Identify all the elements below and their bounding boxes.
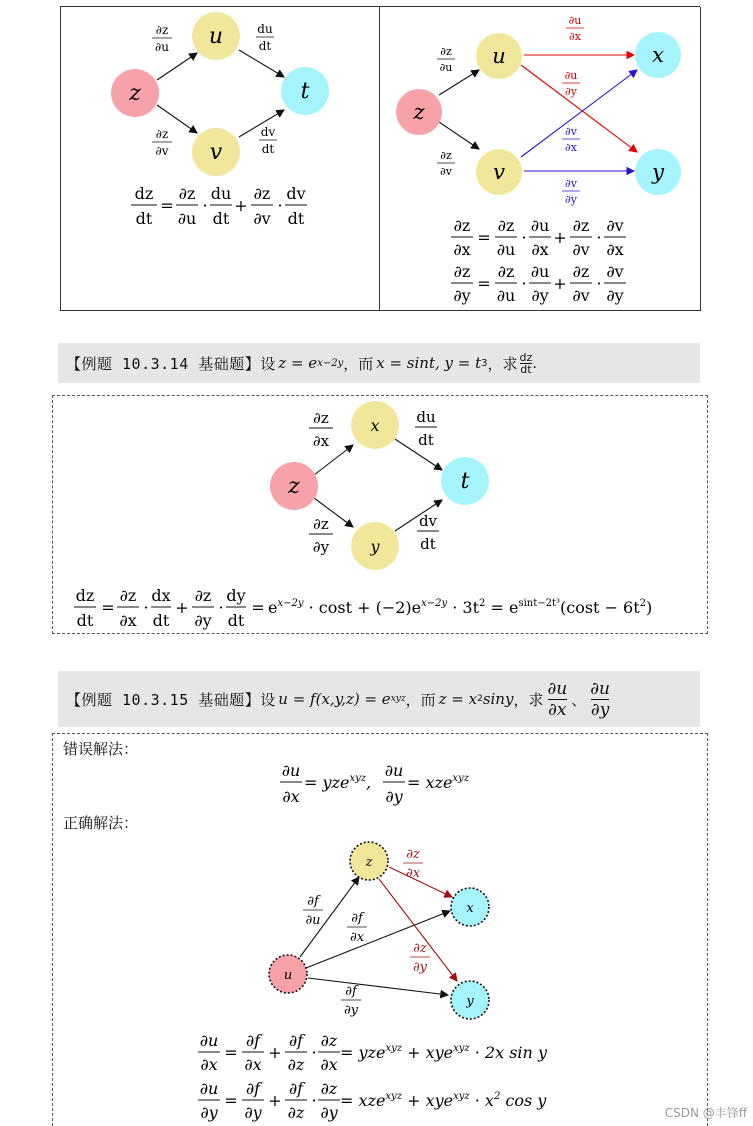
svg-text:+: + [234, 196, 248, 215]
edge-label-den: ∂x [405, 866, 421, 881]
svg-text:dx: dx [151, 586, 171, 605]
svg-text:=: = [477, 274, 491, 293]
svg-text:dt: dt [212, 209, 230, 228]
svg-text:dt: dt [227, 611, 245, 630]
svg-text:∂f: ∂f [245, 1079, 261, 1098]
svg-text:∂x: ∂x [119, 611, 137, 630]
edge-z-x [389, 867, 452, 897]
svg-text:∂z: ∂z [287, 1055, 305, 1074]
svg-text:=: = [101, 598, 115, 617]
edge-label-num: ∂z [440, 45, 452, 58]
svg-text:·: · [596, 228, 602, 247]
svg-text:·: · [521, 228, 527, 247]
problem-text: ，求 [513, 690, 544, 709]
problem-math: x = sint, y = t [376, 354, 482, 372]
edge-label-num: ∂f [345, 984, 357, 999]
edge-label-num: ∂f [307, 894, 319, 909]
problem-text: . [532, 354, 538, 372]
node-y-label: y [370, 537, 380, 556]
svg-text:∂z: ∂z [320, 1031, 338, 1050]
svg-text:∂u: ∂u [496, 240, 516, 259]
problem-math-exp: 3 [481, 357, 488, 369]
svg-text:∂z: ∂z [453, 262, 471, 281]
node-u-label: u [492, 44, 506, 68]
svg-text:∂y: ∂y [531, 286, 549, 305]
edge-u-t [239, 50, 284, 77]
edge-label-num: ∂z [155, 127, 169, 141]
svg-text:dt: dt [152, 611, 170, 630]
example-15-diagram [52, 835, 708, 1020]
svg-text:∂f: ∂f [288, 1031, 304, 1050]
svg-text:∂z: ∂z [194, 586, 212, 605]
node-u-label: u [208, 24, 224, 49]
problem-math: u = f(x,y,z) = e [278, 690, 391, 708]
svg-text:∂u: ∂u [530, 262, 550, 281]
edge-label-num: ∂f [351, 911, 363, 926]
svg-text:∂x: ∂x [244, 1055, 262, 1074]
edge-label-num: ∂u [564, 69, 578, 82]
svg-text:∂v: ∂v [572, 286, 590, 305]
formula-du-dy [198, 1079, 547, 1122]
problem-text: ，求 [487, 354, 518, 373]
svg-text:∂x: ∂x [606, 240, 624, 259]
problem-text: 、 [571, 690, 587, 709]
edge-label-den: ∂x [312, 432, 330, 450]
svg-text:∂y: ∂y [200, 1103, 218, 1122]
wrong-solution-title: 错误解法： [63, 740, 139, 758]
right-solution-title: 正确解法： [63, 814, 139, 832]
svg-text:du: du [210, 184, 232, 203]
edge-label-den: ∂x [349, 930, 365, 945]
svg-text:·: · [311, 1091, 317, 1110]
node-x-label: x [466, 901, 474, 916]
svg-text:∂z: ∂z [178, 184, 196, 203]
problem-math: z = x [438, 690, 478, 708]
problem-text: 设 [260, 690, 276, 709]
edge-u-y [308, 978, 448, 995]
svg-text:·: · [311, 1043, 317, 1062]
node-z-label: z [129, 81, 141, 106]
svg-text:∂y: ∂y [385, 787, 403, 806]
edge-label-den: ∂v [155, 144, 169, 158]
example-15-label: 【例题 10.3.15 基础题】 [66, 690, 261, 709]
svg-text:·: · [521, 274, 527, 293]
svg-text:+: + [553, 274, 567, 293]
svg-text:∂v: ∂v [606, 262, 624, 281]
svg-text:+: + [553, 228, 567, 247]
svg-text:dt: dt [287, 209, 305, 228]
svg-text:=: = [160, 196, 174, 215]
edge-label-num: ∂z [413, 941, 427, 956]
svg-text:∂u: ∂u [199, 1031, 219, 1050]
ask-fraction-1: ∂u ∂x [547, 678, 568, 720]
example-14-label: 【例题 10.3.14 基础题】 [66, 354, 261, 373]
left-formula [131, 184, 307, 228]
node-u-label: u [283, 968, 293, 983]
svg-text:∂y: ∂y [320, 1103, 338, 1122]
svg-text:dz: dz [75, 586, 95, 605]
svg-text:∂y: ∂y [453, 286, 471, 305]
node-z-label: z [365, 855, 373, 870]
svg-text:·: · [596, 274, 602, 293]
edge-label-den: ∂y [412, 960, 428, 975]
node-z-label: z [288, 474, 300, 499]
edge-label-num: du [257, 22, 273, 36]
svg-text:∂z: ∂z [119, 586, 137, 605]
edge-label-den: dt [261, 142, 275, 156]
edge-label-num: dv [260, 125, 276, 139]
edge-label-den: dt [420, 535, 436, 553]
svg-text:∂z: ∂z [287, 1103, 305, 1122]
edge-label-num: ∂z [313, 409, 329, 427]
svg-text:+: + [268, 1043, 282, 1062]
svg-text:∂u: ∂u [199, 1079, 219, 1098]
edge-label-den: ∂u [439, 61, 453, 74]
svg-text:∂v: ∂v [253, 209, 271, 228]
svg-text:dz: dz [134, 184, 154, 203]
svg-text:·: · [143, 598, 149, 617]
example-14-diagram [52, 395, 708, 634]
node-t-label: t [300, 79, 310, 104]
svg-text:∂x: ∂x [200, 1055, 218, 1074]
svg-text:+: + [175, 598, 189, 617]
svg-text:∂x: ∂x [531, 240, 549, 259]
node-y-label: y [652, 160, 664, 184]
ask-fraction: dz dt [519, 350, 533, 376]
edge-label-den: ∂x [569, 30, 581, 43]
edge-label-den: dt [258, 39, 272, 53]
svg-text:∂u: ∂u [496, 286, 516, 305]
problem-text: ，而 [343, 354, 374, 373]
edge-label-num: ∂z [155, 23, 169, 37]
svg-text:=: = [224, 1043, 238, 1062]
right-formula-1 [451, 216, 626, 259]
edge-label-num: ∂u [305, 913, 321, 928]
edge-label-num: dv [418, 512, 438, 530]
svg-text:∂z: ∂z [497, 262, 515, 281]
svg-text:∂y: ∂y [606, 286, 624, 305]
svg-text:=: = [224, 1091, 238, 1110]
node-v-label: v [209, 140, 223, 165]
svg-text:dy: dy [226, 586, 246, 605]
svg-text:∂z: ∂z [572, 216, 590, 235]
node-x-label: x [370, 416, 380, 435]
edge-label-den: ∂y [343, 1003, 359, 1018]
svg-text:dv: dv [286, 184, 306, 203]
svg-text:∂f: ∂f [245, 1031, 261, 1050]
problem-text: 设 [260, 354, 276, 373]
svg-text:= yzexyz,: = yze$^{xyz}$, [304, 773, 372, 792]
edge-label-num: ∂z [440, 149, 452, 162]
node-v-label: v [493, 160, 505, 184]
svg-text:·: · [218, 598, 224, 617]
edge-label-num: ∂v [565, 177, 577, 190]
svg-text:∂v: ∂v [572, 240, 590, 259]
svg-text:∂z: ∂z [253, 184, 271, 203]
node-y-label: y [466, 994, 474, 1009]
svg-text:∂y: ∂y [244, 1103, 262, 1122]
problem-math-exp: 2 [477, 694, 483, 704]
svg-text:= xzexyz: = xze$^{xyz}$ [407, 773, 469, 792]
svg-text:∂x: ∂x [320, 1055, 338, 1074]
left-chain-diagram [60, 7, 378, 307]
edge-label-num: ∂v [565, 125, 577, 138]
edge-label-den: ∂v [440, 165, 452, 178]
svg-text:∂z: ∂z [572, 262, 590, 281]
svg-text:= xzexyz + xyexyz · x2 cos y: = $xze^{xyz} + xye^{xyz} \cdot x^2$ cos y [340, 1091, 547, 1110]
right-chain-diagram [379, 7, 699, 307]
edge-label-den: ∂y [312, 538, 330, 556]
svg-text:dt: dt [76, 611, 94, 630]
formula-du-dx [198, 1031, 548, 1074]
svg-text:∂u: ∂u [281, 761, 301, 780]
svg-text:∂z: ∂z [453, 216, 471, 235]
example-14-banner [58, 343, 700, 383]
svg-text:∂v: ∂v [606, 216, 624, 235]
svg-text:·: · [202, 196, 208, 215]
svg-text:∂x: ∂x [282, 787, 300, 806]
edge-label-num: ∂u [568, 14, 582, 27]
example-14-formula [74, 586, 652, 630]
watermark: CSDN @丰锋ff [664, 1106, 747, 1120]
svg-text:∂y: ∂y [194, 611, 212, 630]
problem-math: siny [482, 690, 514, 708]
edge-label-den: ∂y [565, 85, 577, 98]
edge-label-num: du [416, 408, 436, 426]
right-formula-2 [451, 262, 626, 305]
edge-label-den: dt [418, 431, 434, 449]
edge-label-num: ∂z [313, 515, 329, 533]
svg-text:=: = [251, 598, 265, 617]
node-x-label: x [652, 43, 664, 67]
example-15-banner [58, 671, 700, 727]
problem-math: z = e [278, 354, 318, 372]
svg-text:∂u: ∂u [530, 216, 550, 235]
edge-z-u [157, 53, 197, 80]
svg-text:∂u: ∂u [384, 761, 404, 780]
svg-text:∂f: ∂f [288, 1079, 304, 1098]
edge-z-v [439, 122, 479, 149]
node-t-label: t [460, 469, 470, 494]
example-15-formulas [190, 1028, 610, 1126]
edge-label-den: ∂x [565, 141, 577, 154]
wrong-solution-formula [270, 756, 510, 810]
edge-label-den: ∂y [565, 193, 577, 206]
problem-text: ，而 [405, 690, 436, 709]
edge-label-num: ∂z [406, 847, 420, 862]
svg-text:∂z: ∂z [497, 216, 515, 235]
problem-math-exp: xyz [390, 694, 406, 704]
svg-text:dt: dt [135, 209, 153, 228]
problem-math-exp: x−2y [317, 357, 344, 369]
node-z-label: z [413, 100, 425, 124]
ask-fraction-2: ∂u ∂y [590, 678, 610, 720]
svg-text:·: · [277, 196, 283, 215]
svg-text:∂z: ∂z [320, 1079, 338, 1098]
svg-text:∂u: ∂u [177, 209, 197, 228]
svg-text:= yzexyz + xyexyz · 2x sin y: = yze$^{xyz}$ + xye$^{xyz}$ · 2x sin y [340, 1043, 547, 1062]
svg-text:+: + [268, 1091, 282, 1110]
edge-label-den: ∂u [155, 40, 169, 54]
svg-text:∂x: ∂x [453, 240, 471, 259]
svg-text:ex−2y · cost + (−2)ex−2y · 3t2: $e^{x-2y} \cdot \cos t + (-2)e^{x-2y} \cdot 3t^2 = e^{sint-2t^3}(\cos t - 6t^2)$ [268, 598, 653, 617]
svg-text:=: = [477, 228, 491, 247]
